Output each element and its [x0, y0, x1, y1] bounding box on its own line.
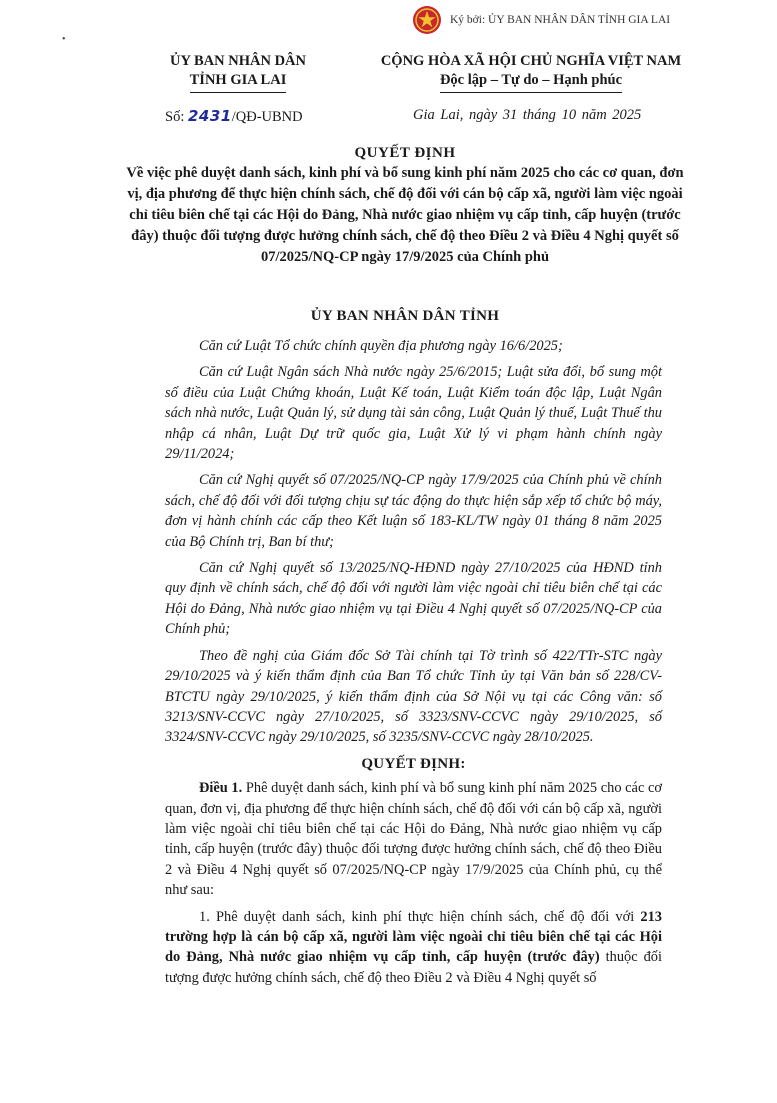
national-title: CỘNG HÒA XÃ HỘI CHỦ NGHĨA VIỆT NAM — [380, 53, 682, 69]
item-1-tail: thuộc đối tượng được hưởng chính sách, chế độ theo Điều 2 và Điều 4 Nghị quyết số — [165, 949, 662, 986]
issuing-authority-header — [148, 52, 328, 93]
doc-number-suffix: /QĐ-UBND — [231, 109, 303, 125]
item-1-bold: 213 trường hợp là cán bộ cấp xã, người làm việc ngoài chỉ tiêu biên chế tại các Hội do Đảng, Nhà nước giao nhiệm vụ cấp tỉnh, cấp huyện (trước đây) — [165, 908, 662, 966]
legal-basis: Căn cứ Luật Tổ chức chính quyền địa phương ngày 16/6/2025; — [199, 338, 563, 354]
signature-label: Ký bởi: ỦY BAN NHÂN DÂN TỈNH GIA LAI — [450, 14, 671, 26]
article-1 — [165, 778, 662, 900]
authority-line1: ỦY BAN NHÂN DÂN — [169, 53, 306, 69]
legal-basis: Căn cứ Luật Ngân sách Nhà nước ngày 25/6/2015; Luật sửa đổi, bổ sung một số điều của Luật Chứng khoán, Luật Kế toán, Luật Kiểm toán độc lập, Luật Ngân sách nhà nước, Luật Quản lý, sử dụng tài sản công, Luật Quản lý thuế, Luật Thuế thu nhập cá nhân, Luật Dự trữ quốc gia, Luật Xử lý vi phạm hành chính ngày 29/11/2024; — [165, 364, 662, 463]
date-month-label: tháng — [522, 107, 556, 123]
date-month: 10 — [561, 107, 577, 123]
scan-mark: • — [62, 34, 66, 45]
authority-line2: TỈNH GIA LAI — [190, 71, 287, 93]
issuing-authority: ỦY BAN NHÂN DÂN TỈNH — [310, 308, 500, 324]
document-date — [413, 107, 641, 124]
document-title-block — [120, 143, 690, 268]
article-1-text: Phê duyệt danh sách, kinh phí và bổ sung kinh phí năm 2025 cho các cơ quan, đơn vị, địa phương để thực hiện chính sách, chế độ đối với cán bộ cấp xã, người làm việc ngoài chỉ tiêu biên chế tại các Hội do Đảng, Nhà nước giao nhiệm vụ cấp tỉnh, cấp huyện (trước đây) thuộc đối tượng được hưởng chính sách, chế độ theo Điều 2 và Điều 4 Nghị quyết số 07/2025/NQ-CP ngày 17/9/2025 của Chính phủ, cụ thể như sau: — [165, 780, 662, 899]
digital-signature-box — [412, 2, 670, 38]
document-number — [165, 107, 303, 126]
document-subject: Về việc phê duyệt danh sách, kinh phí và bổ sung kinh phí năm 2025 cho các cơ quan, đơn vị, địa phương để thực hiện chính sách, chế độ đối với cán bộ cấp xã, người làm việc ngoài chỉ tiêu biên chế tại các Hội do Đảng, Nhà nước giao nhiệm vụ cấp tỉnh, cấp huyện (trước đây) thuộc đối tượng được hưởng chính sách, chế độ theo Điều 2 và Điều 4 Nghị quyết số 07/2025/NQ-CP ngày 17/9/2025 của Chính phủ — [126, 165, 684, 265]
state-emblem-icon — [412, 5, 442, 35]
document-title: QUYẾT ĐỊNH — [354, 145, 456, 161]
legal-basis: Theo đề nghị của Giám đốc Sở Tài chính tại Tờ trình số 422/TTr-STC ngày 29/10/2025 và ý kiến thẩm định của Ban Tổ chức Tỉnh ủy tại Văn bản số 228/CV-BTCTU ngày 29/10/2025, ý kiến thẩm định của Sở Nội vụ tại các Công văn: số 3213/SNV-CCVC ngày 27/10/2025, số 3323/SNV-CCVC ngày 29/10/2025, số 3324/SNV-CCVC ngày 29/10/2025, số 3235/SNV-CCVC ngày 28/10/2025. — [165, 647, 662, 746]
item-1-lead: 1. Phê duyệt danh sách, kinh phí thực hiện chính sách, chế độ đối với — [199, 908, 641, 925]
legal-basis: Căn cứ Nghị quyết số 07/2025/NQ-CP ngày 17/9/2025 của Chính phủ về chính sách, chế độ đối với đối tượng chịu sự tác động do thực hiện sắp xếp tổ chức bộ máy, đơn vị hành chính các cấp theo Kết luận số 183-KL/TW ngày 01 tháng 8 năm 2025 của Bộ Chính trị, Ban bí thư; — [165, 472, 662, 550]
article-1-item-1 — [165, 907, 662, 989]
national-motto: Độc lập – Tự do – Hạnh phúc — [440, 71, 622, 93]
article-1-label: Điều 1. — [199, 780, 243, 797]
national-header — [356, 52, 706, 93]
legal-basis: Căn cứ Nghị quyết số 13/2025/NQ-HĐND ngày 27/10/2025 của HĐND tỉnh quy định về chính sách, chế độ đối với người làm việc ngoài chỉ tiêu biên chế tại các Hội do Đảng, Nhà nước giao nhiệm vụ tại Điều 4 Nghị quyết số 07/2025/NQ-CP của Chính phủ; — [165, 560, 662, 638]
doc-number-prefix: Số: — [165, 109, 185, 125]
date-year-label: năm — [581, 107, 607, 123]
date-place: Gia Lai, ngày — [413, 107, 498, 123]
decision-heading: QUYẾT ĐỊNH: — [361, 755, 466, 772]
date-year: 2025 — [612, 107, 642, 123]
date-day: 31 — [502, 107, 518, 123]
doc-number-value: 2431 — [187, 107, 232, 125]
document-body — [165, 336, 662, 994]
